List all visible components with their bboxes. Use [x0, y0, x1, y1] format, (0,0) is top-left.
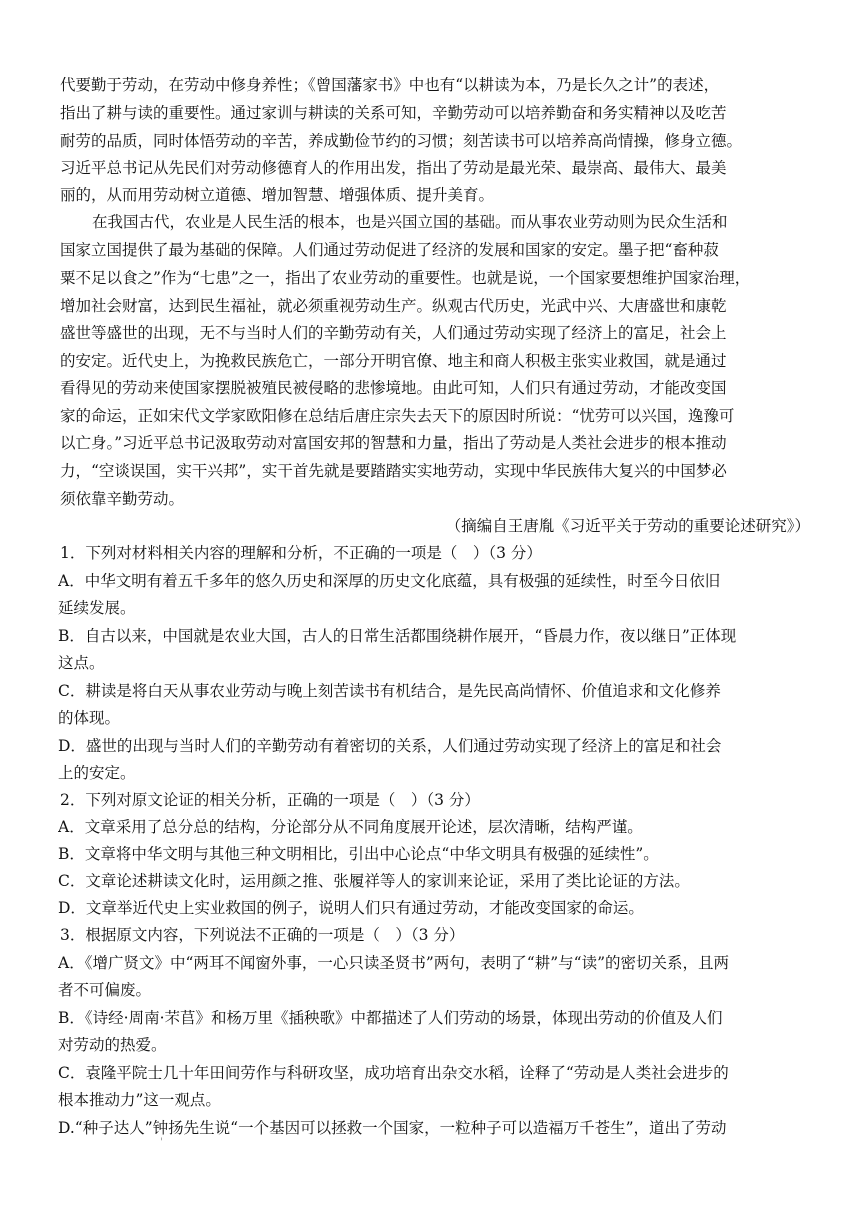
- stray-mark: ': [160, 1137, 163, 1148]
- passage-line: 须依靠辛勤劳动。: [60, 490, 185, 508]
- q1-option-d-cont: 上的安定。: [58, 764, 136, 782]
- question-2-stem: 2．下列对原文论证的相关分析，正确的一项是（ ）（3 分）: [60, 791, 480, 809]
- q3-option-a: A．《增广贤文》中“两耳不闻窗外事，一心只读圣贤书”两句，表明了“耕”与“读”的密切关系，且两: [58, 954, 729, 972]
- q1-option-b: B．自古以来，中国就是农业大国，古人的日常生活都围绕耕作展开，“昏晨力作，夜以继日”正体现: [58, 627, 737, 645]
- passage-line: 家的命运，正如宋代文学家欧阳修在总结后唐庄宗失去天下的原因时所说：“忧劳可以兴国，逸豫可: [60, 407, 735, 425]
- q1-option-d: D．盛世的出现与当时人们的辛勤劳动有着密切的关系，人们通过劳动实现了经济上的富足和社会: [58, 737, 722, 755]
- passage-line: 习近平总书记从先民们对劳动修德育人的作用出发，指出了劳动是最光荣、最崇高、最伟大、最美: [60, 159, 727, 177]
- passage-line: 看得见的劳动来使国家摆脱被殖民被侵略的悲惨境地。由此可知，人们只有通过劳动，才能改变国: [60, 379, 727, 397]
- q1-option-c-cont: 的体现。: [58, 709, 121, 727]
- q2-option-a: A．文章采用了总分总的结构，分论部分从不同角度展开论述，层次清晰，结构严谨。: [58, 818, 643, 836]
- q3-option-c-cont: 根本推动力”这一观点。: [58, 1091, 221, 1109]
- q1-option-a: A．中华文明有着五千多年的悠久历史和深厚的历史文化底蕴，具有极强的延续性，时至今日依旧: [58, 572, 721, 590]
- q3-option-a-cont: 者不可偏废。: [58, 981, 152, 999]
- passage-line: 力，“空谈误国，实干兴邦”，实干首先就是要踏踏实实地劳动，实现中华民族伟大复兴的中国梦必: [60, 462, 727, 480]
- q1-option-b-cont: 这点。: [58, 654, 105, 672]
- question-1-stem: 1．下列对材料相关内容的理解和分析，不正确的一项是（ ）（3 分）: [60, 544, 542, 562]
- passage-line: 以亡身。”习近平总书记汲取劳动对富国安邦的智慧和力量，指出了劳动是人类社会进步的根本推动: [60, 434, 727, 452]
- passage-line: 的安定。近代史上，为挽救民族危亡，一部分开明官僚、地主和商人积极主张实业救国，就是通过: [60, 352, 727, 370]
- passage-line: 丽的，从而用劳动树立道德、增加智慧、增强体质、提升美育。: [60, 186, 495, 204]
- passage-line: 盛世等盛世的出现，无不与当时人们的辛勤劳动有关，人们通过劳动实现了经济上的富足，社会上: [60, 324, 727, 342]
- passage-line: 粟不足以食之”作为“七患”之一，指出了农业劳动的重要性。也就是说，一个国家要想维护国家治理，: [60, 269, 751, 287]
- q3-option-d: D.“种子达人”钟扬先生说“一个基因可以拯救一个国家，一粒种子可以造福万千苍生”，道出了劳动: [58, 1119, 727, 1137]
- passage-line: 代要勤于劳动，在劳动中修身养性；《曾国藩家书》中也有“以耕读为本，乃是长久之计”的表述，: [60, 76, 720, 94]
- q2-option-b: B．文章将中华文明与其他三种文明相比，引出中心论点“中华文明具有极强的延续性”。: [58, 845, 659, 863]
- q3-option-b: B．《诗经·周南·芣苢》和杨万里《插秧歌》中都描述了人们劳动的场景，体现出劳动的价值及人们: [58, 1009, 723, 1027]
- q3-option-c: C．袁隆平院士几十年田间劳作与科研攻坚，成功培育出杂交水稻，诠释了“劳动是人类社会进步的: [58, 1064, 729, 1082]
- passage-line: 指出了耕与读的重要性。通过家训与耕读的关系可知，辛勤劳动可以培养勤奋和务实精神以及吃苦: [60, 104, 727, 122]
- passage-paragraph-start: 在我国古代，农业是人民生活的根本，也是兴国立国的基础。而从事农业劳动则为民众生活和: [92, 213, 728, 231]
- source-citation: （摘编自王唐胤《习近平关于劳动的重要论述研究》）: [445, 517, 810, 535]
- passage-line: 国家立国提供了最为基础的保障。人们通过劳动促进了经济的发展和国家的安定。墨子把“畜种菽: [60, 241, 719, 259]
- q2-option-d: D．文章举近代史上实业救国的例子，说明人们只有通过劳动，才能改变国家的命运。: [58, 899, 644, 917]
- question-3-stem: 3．根据原文内容，下列说法不正确的一项是（ ）（3 分）: [60, 926, 465, 944]
- q1-option-a-cont: 延续发展。: [58, 599, 136, 617]
- passage-line: 耐劳的品质，同时体悟劳动的辛苦，养成勤俭节约的习惯；刻苦读书可以培养高尚情操，修身立德。: [60, 132, 743, 150]
- q3-option-b-cont: 对劳动的热爱。: [58, 1036, 167, 1054]
- passage-line: 增加社会财富，达到民生福祉，就必须重视劳动生产。纵观古代历史，光武中兴、大唐盛世和康乾: [60, 297, 727, 315]
- q2-option-c: C．文章论述耕读文化时，运用颜之推、张履祥等人的家训来论证，采用了类比论证的方法。: [58, 872, 690, 890]
- q1-option-c: C．耕读是将白天从事农业劳动与晚上刻苦读书有机结合，是先民高尚情怀、价值追求和文化修养: [58, 682, 721, 700]
